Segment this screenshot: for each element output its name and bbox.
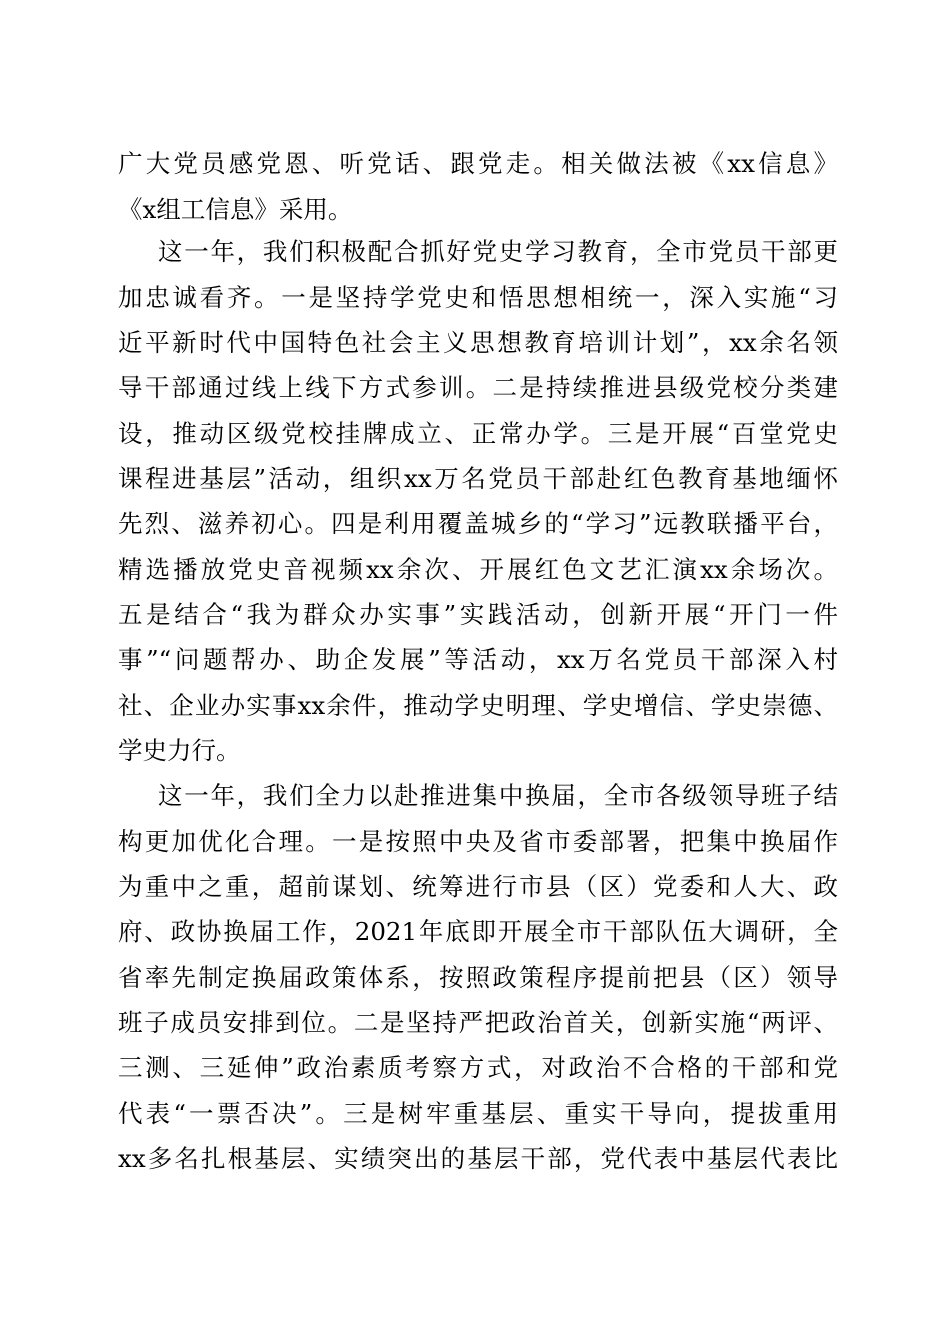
text-line: 府、政协换届工作，2021年底即开展全市干部队伍大调研，全 <box>118 917 838 946</box>
text-line: 精选播放党史音视频xx余次、开展红色文艺汇演xx余场次。 <box>118 555 838 584</box>
text-line: 设，推动区级党校挂牌成立、正常办学。三是开展“百堂党史 <box>118 419 838 448</box>
text-line: 班子成员安排到位。二是坚持严把政治首关，创新实施“两评、 <box>118 1008 838 1037</box>
text-line: 为重中之重，超前谋划、统筹进行市县（区）党委和人大、政 <box>118 872 838 901</box>
text-line: 省率先制定换届政策体系，按照政策程序提前把县（区）领导 <box>118 963 838 992</box>
text-line: 代表“一票否决”。三是树牢重基层、重实干导向，提拔重用 <box>118 1099 838 1128</box>
text-line: 构更加优化合理。一是按照中央及省市委部署，把集中换届作 <box>118 827 838 856</box>
text-line: 学史力行。 <box>118 736 241 765</box>
text-line: 导干部通过线上线下方式参训。二是持续推进县级党校分类建 <box>118 373 838 402</box>
text-line: 《x组工信息》采用。 <box>118 195 353 224</box>
text-line: 加忠诚看齐。一是坚持学党史和悟思想相统一，深入实施“习 <box>118 283 838 312</box>
text-line: 五是结合“我为群众办实事”实践活动，创新开展“开门一件 <box>118 600 838 629</box>
text-line: 近平新时代中国特色社会主义思想教育培训计划”，xx余名领 <box>118 328 838 357</box>
text-line: 社、企业办实事xx余件，推动学史明理、学史增信、学史崇德、 <box>118 691 838 720</box>
paragraph-first-line: 这一年，我们积极配合抓好党史学习教育，全市党员干部更 <box>158 237 838 266</box>
paragraph-first-line: 这一年，我们全力以赴推进集中换届，全市各级领导班子结 <box>158 781 838 810</box>
text-line: 事”“问题帮办、助企发展”等活动，xx万名党员干部深入村 <box>118 645 838 674</box>
text-line: 三测、三延伸”政治素质考察方式，对政治不合格的干部和党 <box>118 1053 838 1082</box>
text-line: 课程进基层”活动，组织xx万名党员干部赴红色教育基地缅怀 <box>118 464 838 493</box>
text-line: 先烈、滋养初心。四是利用覆盖城乡的“学习”远教联播平台， <box>118 509 838 538</box>
text-line: xx多名扎根基层、实绩突出的基层干部，党代表中基层代表比 <box>118 1144 838 1173</box>
text-line: 广大党员感党恩、听党话、跟党走。相关做法被《xx信息》 <box>118 149 838 178</box>
